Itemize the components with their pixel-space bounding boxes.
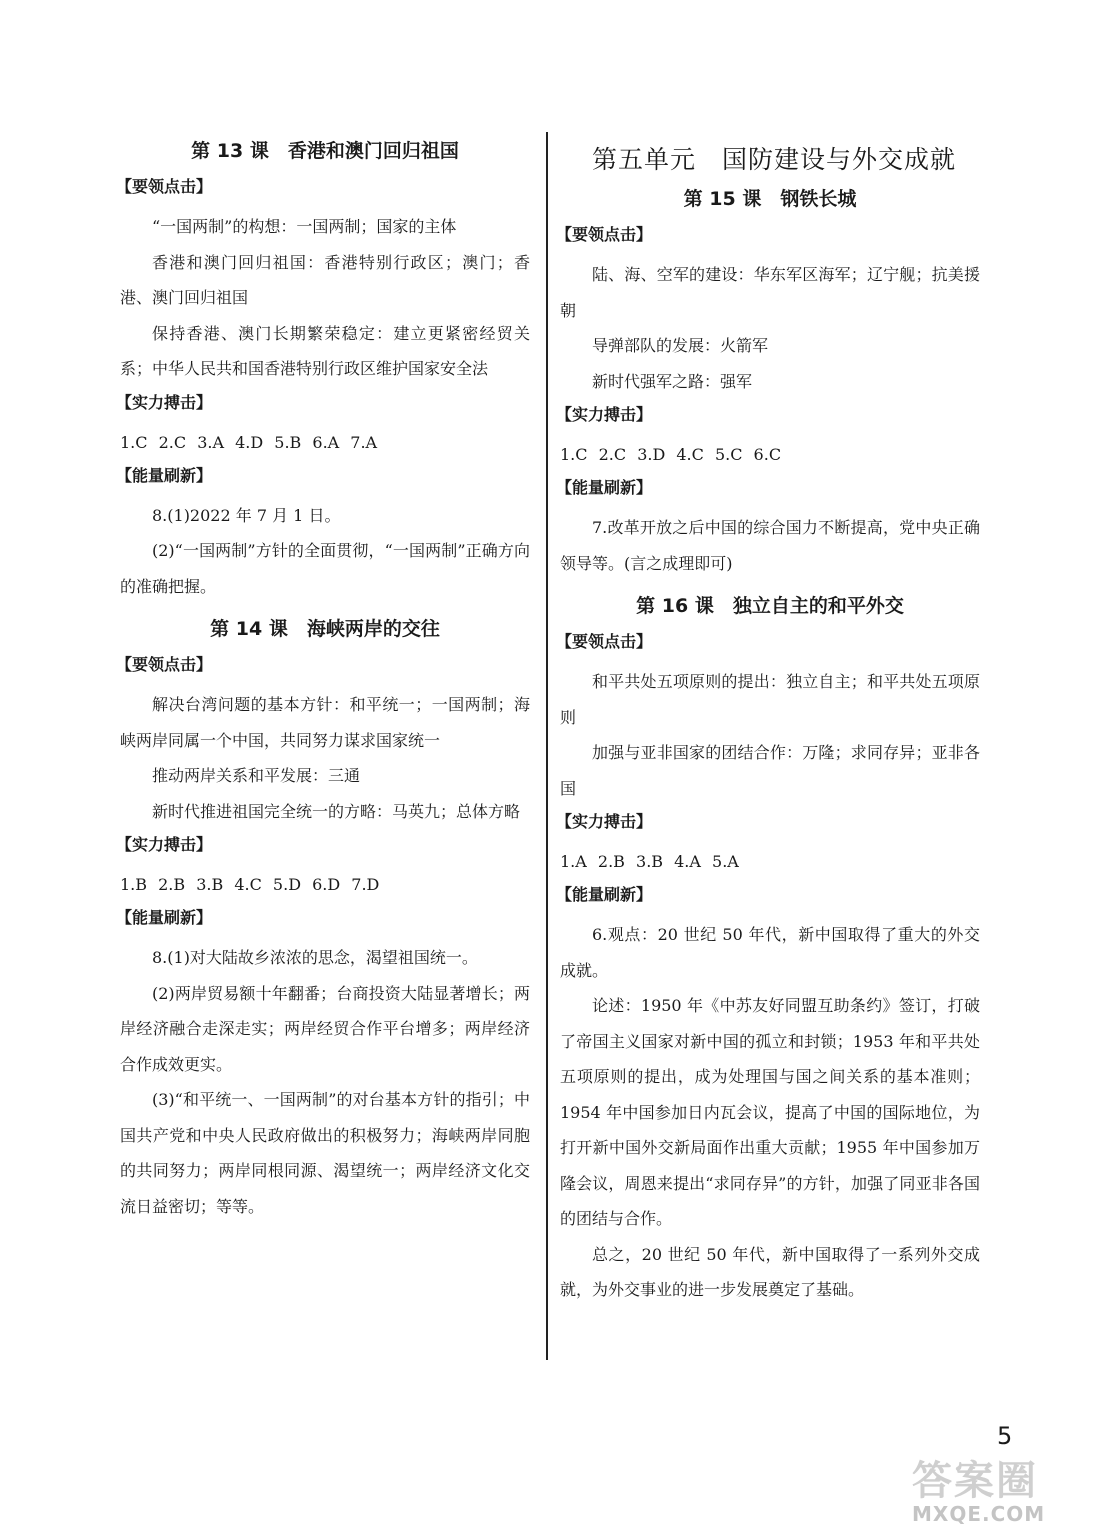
section-label-extension: 【能量刷新】: [116, 465, 213, 485]
paragraph: 和平共处五项原则的提出：独立自主；和平共处五项原则: [560, 672, 980, 727]
paragraph: 导弹部队的发展：火箭军: [592, 336, 769, 355]
column-divider: [546, 132, 548, 1360]
section-label-practice: 【实力搏击】: [556, 405, 653, 424]
paragraph: 6.观点：20 世纪 50 年代，新中国取得了重大的外交成就。: [560, 925, 980, 980]
paragraph: 香港和澳门回归祖国：香港特别行政区；澳门；香港、澳门回归祖国: [120, 252, 530, 307]
section-label-practice: 【实力搏击】: [116, 835, 213, 854]
paragraph: 总之，20 世纪 50 年代，新中国取得了一系列外交成就，为外交事业的进一步发展奠定了基础。: [560, 1244, 980, 1299]
paragraph: 解决台湾问题的基本方针：和平统一；一国两制；海峡两岸同属一个中国，共同努力谋求国家统一: [120, 695, 530, 750]
watermark-text-top: 答案圈: [912, 1458, 1038, 1504]
paragraph: 推动两岸关系和平发展：三通: [152, 766, 361, 785]
paragraph: (2)两岸贸易额十年翻番；台商投资大陆显著增长；两岸经济融合走深走实；两岸经贸合作平台增多；两岸经济合作成效更实。: [120, 983, 530, 1074]
section-label-practice: 【实力搏击】: [116, 392, 213, 412]
lesson-16: [556, 591, 980, 1308]
paragraph: “一国两制”的构想：一国两制；国家的主体: [152, 217, 457, 236]
watermark-logo: [912, 1460, 1087, 1532]
paragraph: 保持香港、澳门长期繁荣稳定：建立更紧密经贸关系；中华人民共和国香港特别行政区维护国家安全法: [120, 323, 530, 378]
right-column: [556, 130, 980, 1318]
lesson-title: 第 14 课 海峡两岸的交往: [210, 618, 440, 640]
page-number: 5: [997, 1422, 1013, 1450]
unit-title: 第五单元 国防建设与外交成就: [592, 145, 957, 174]
watermark-text-bottom: MXQE.COM: [912, 1502, 1046, 1526]
paragraph: 8.(1)对大陆故乡浓浓的思念，渴望祖国统一。: [152, 948, 478, 967]
lesson-14: [116, 614, 530, 1224]
paragraph: 新时代强军之路：强军: [592, 371, 753, 391]
paragraph: 陆、海、空军的建设：华东军区海军；辽宁舰；抗美援朝: [560, 265, 980, 320]
answer-line: 1.A 2.B 3.B 4.A 5.A: [560, 852, 739, 871]
section-label-extension: 【能量刷新】: [116, 908, 213, 927]
paragraph: 8.(1)2022 年 7 月 1 日。: [152, 505, 341, 525]
paragraph: 7.改革开放之后中国的综合国力不断提高，党中央正确领导等。(言之成理即可): [560, 518, 980, 573]
section-label-key-points: 【要领点击】: [116, 177, 213, 196]
left-column: [116, 130, 530, 1234]
paragraph: (2)“一国两制”方针的全面贯彻，“一国两制”正确方向的准确把握。: [120, 541, 530, 596]
lesson-15: [556, 184, 980, 581]
paragraph: 加强与亚非国家的团结合作：万隆；求同存异；亚非各国: [560, 743, 980, 798]
section-label-key-points: 【要领点击】: [556, 225, 653, 244]
answer-line: 1.C 2.C 3.A 4.D 5.B 6.A 7.A: [120, 432, 378, 452]
section-label-extension: 【能量刷新】: [556, 885, 653, 904]
lesson-title: 第 15 课 钢铁长城: [683, 188, 857, 210]
lesson-title: 第 13 课 香港和澳门回归祖国: [191, 140, 459, 162]
section-label-key-points: 【要领点击】: [116, 655, 213, 674]
lesson-13: [116, 136, 530, 604]
section-label-practice: 【实力搏击】: [556, 812, 653, 831]
paragraph: (3)“和平统一、一国两制”的对台基本方针的指引；中国共产党和中央人民政府做出的积极努力；海峡两岸同胞的共同努力；两岸同根同源、渴望统一；两岸经济文化交流日益密切；等等。: [120, 1090, 530, 1216]
section-label-key-points: 【要领点击】: [556, 632, 653, 651]
lesson-title: 第 16 课 独立自主的和平外交: [636, 595, 904, 617]
answer-line: 1.C 2.C 3.D 4.C 5.C 6.C: [560, 445, 782, 464]
paragraph: 论述：1950 年《中苏友好同盟互助条约》签订，打破了帝国主义国家对新中国的孤立和封锁；1953 年和平共处五项原则的提出，成为处理国与国之间关系的基本准则；1954 年中国参加日内瓦会议，提高了中国的国际地位，为打开新中国外交新局面作出重大贡献；1955 年中国参加万隆会议，周恩来提出“求同存异”的方针，加强了同亚非各国的团结与合作。: [560, 996, 980, 1228]
answer-line: 1.B 2.B 3.B 4.C 5.D 6.D 7.D: [120, 875, 380, 894]
section-label-extension: 【能量刷新】: [556, 478, 653, 497]
paragraph: 新时代推进祖国完全统一的方略：马英九；总体方略: [152, 801, 521, 821]
